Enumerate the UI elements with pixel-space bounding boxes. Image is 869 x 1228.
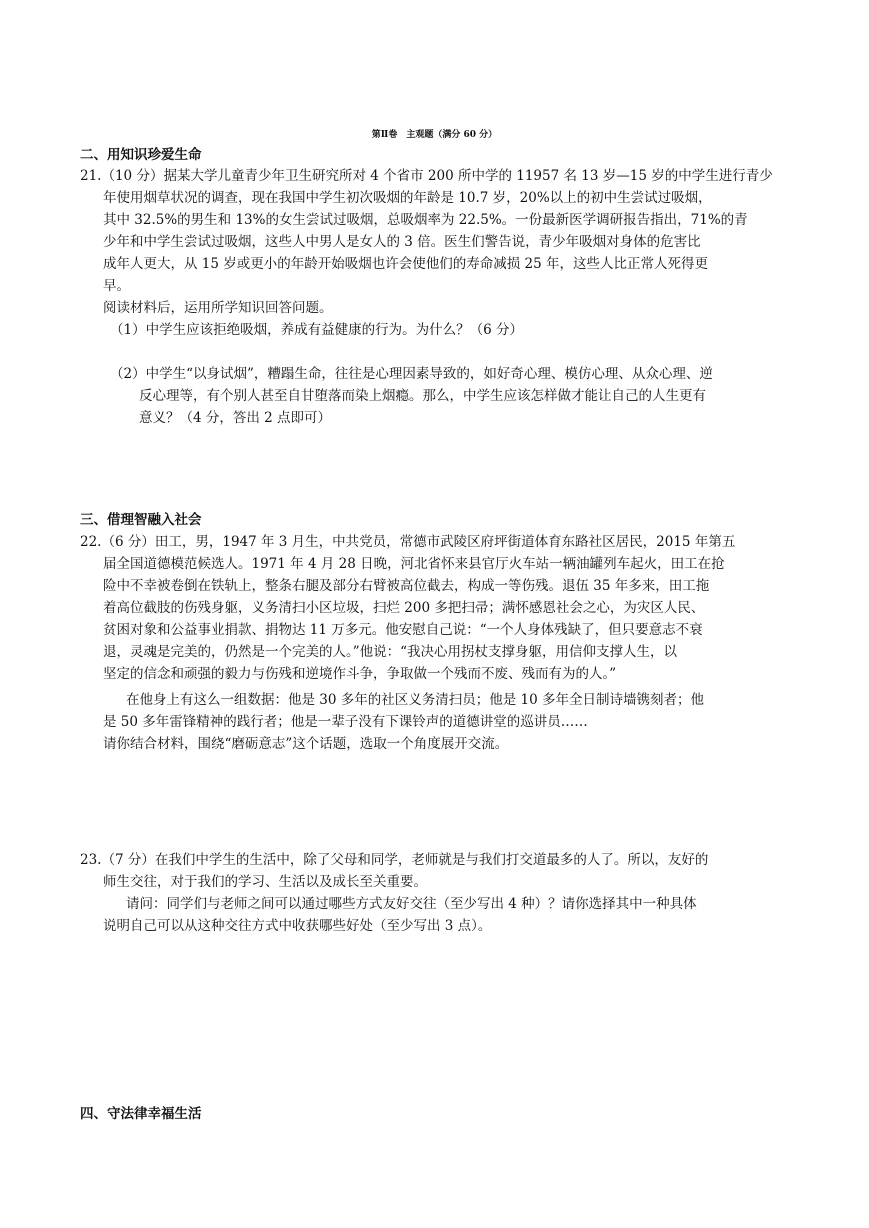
q21-sub-question-2: （2）中学生“以身试烟”，糟蹋生命，往往是心理因素导致的，如好奇心理、模仿心理、从众心理、逆	[110, 366, 713, 382]
paper-title: 第Ⅱ卷 主观题（满分 60 分）	[371, 130, 498, 140]
q21-line: 年使用烟草状况的调查，现在我国中学生初次吸烟的年龄是 10.7 岁，20%以上的初中生尝试过吸烟，	[103, 190, 712, 206]
q23-ask: 说明自己可以从这种交往方式中收获哪些好处（至少写出 3 点）。	[103, 918, 492, 934]
section-2-heading: 二、用知识珍爱生命	[80, 147, 202, 163]
q21-sub-question-2: 反心理等，有个别人甚至自甘堕落而染上烟瘾。那么，中学生应该怎样做才能让自己的人生更有	[139, 388, 706, 404]
q21-line: 少年和中学生尝试过吸烟，这些人中男人是女人的 3 倍。医生们警告说，青少年吸烟对身体的危害比	[103, 234, 701, 250]
q23-ask: 请问：同学们与老师之间可以通过哪些方式友好交往（至少写出 4 种）？请你选择其中一种具体	[126, 896, 697, 912]
q21-sub-question-1: （1）中学生应该拒绝吸烟，养成有益健康的行为。为什么？（6 分）	[110, 322, 523, 338]
q22-line: 届全国道德模范候选人。1971 年 4 月 28 日晚，河北省怀来县官厅火车站一辆油罐列车起火，田工在抢	[103, 556, 725, 572]
section-3-heading: 三、借理智融入社会	[80, 512, 202, 528]
q21-line: 21.（10 分）据某大学儿童青少年卫生研究所对 4 个省市 200 所中学的 11957 名 13 岁—15 岁的中学生进行青少	[80, 168, 773, 184]
q21-line: 阅读材料后，运用所学知识回答问题。	[103, 300, 333, 316]
q21-sub-question-2: 意义？（4 分，答出 2 点即可）	[139, 410, 332, 426]
q22-line: 22.（6 分）田工，男，1947 年 3 月生，中共党员，常德市武陵区府坪街道体育东路社区居民，2015 年第五	[80, 534, 736, 550]
q22-prompt: 请你结合材料，围绕“磨砺意志”这个话题，选取一个角度展开交流。	[103, 736, 509, 752]
q22-line: 贫困对象和公益事业捐款、捐物达 11 万多元。他安慰自己说：“一个人身体残缺了，但只要意志不衰	[103, 622, 703, 638]
q21-line: 早。	[103, 278, 130, 294]
q22-line: 坚定的信念和顽强的毅力与伤残和逆境作斗争，争取做一个残而不废、残而有为的人。”	[103, 666, 617, 682]
q22-paragraph-2: 是 50 多年雷锋精神的践行者；他是一辈子没有下课铃声的道德讲堂的巡讲员……	[103, 714, 588, 730]
q22-line: 退，灵魂是完美的，仍然是一个完美的人。”他说：“我决心用拐杖支撑身躯，用信仰支撑人生，以	[103, 644, 678, 660]
q21-line: 其中 32.5%的男生和 13%的女生尝试过吸烟，总吸烟率为 22.5%。一份最新医学调研报告指出，71%的青	[103, 212, 748, 228]
q23-line: 23.（7 分）在我们中学生的生活中，除了父母和同学，老师就是与我们打交道最多的人了。所以，友好的	[80, 852, 709, 868]
q23-line: 师生交往，对于我们的学习、生活以及成长至关重要。	[103, 874, 427, 890]
q22-line: 着高位截肢的伤残身躯，义务清扫小区垃圾，扫烂 200 多把扫帚；满怀感恩社会之心，为灾区人民、	[103, 600, 705, 616]
q21-line: 成年人更大，从 15 岁或更小的年龄开始吸烟也许会使他们的寿命减损 25 年，这些人比正常人死得更	[103, 256, 709, 272]
section-4-heading: 四、守法律幸福生活	[80, 1106, 202, 1122]
q22-paragraph-2: 在他身上有这么一组数据：他是 30 多年的社区义务清扫员；他是 10 多年全日制诗墙镌刻者；他	[126, 692, 705, 708]
q22-line: 险中不幸被卷倒在铁轨上，整条右腿及部分右臂被高位截去，构成一等伤残。退伍 35 年多来，田工拖	[103, 578, 710, 594]
